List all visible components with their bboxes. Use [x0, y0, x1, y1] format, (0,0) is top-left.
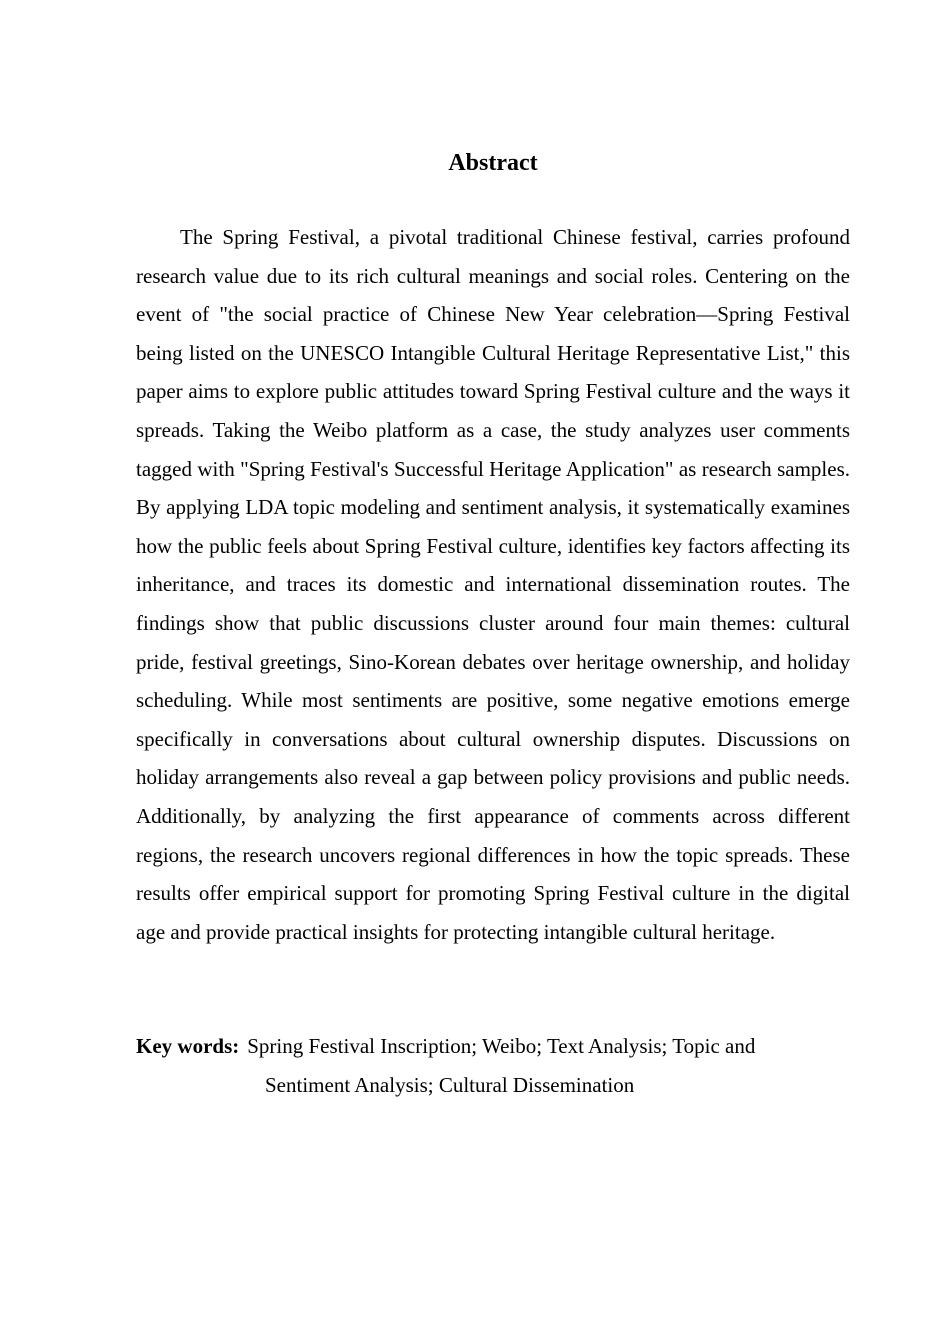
keywords-label: Key words:: [136, 1034, 240, 1058]
keywords-text-line-1: Spring Festival Inscription; Weibo; Text Analysis; Topic and: [247, 1034, 756, 1058]
abstract-body: The Spring Festival, a pivotal traditional Chinese festival, carries profound research value due to its rich cultural meanings and social roles. Centering on the event of "the social practice of Chinese New Year celebration—Spring Festival being listed on the UNESCO Intangible Cultural Heritage Representative List," this paper aims to explore public attitudes toward Spring Festival culture and the ways it spreads. Taking the Weibo platform as a case, the study analyzes user comments tagged with "Spring Festival's Successful Heritage Application" as research samples. By applying LDA topic modeling and sentiment analysis, it systematically examines how the public feels about Spring Festival culture, identifies key factors affecting its inheritance, and traces its domestic and international dissemination routes. The findings show that public discussions cluster around four main themes: cultural pride, festival greetings, Sino-Korean debates over heritage ownership, and holiday scheduling. While most sentiments are positive, some negative emotions emerge specifically in conversations about cultural ownership disputes. Discussions on holiday arrangements also reveal a gap between policy provisions and public needs. Additionally, by analyzing the first appearance of comments across different regions, the research uncovers regional differences in how the topic spreads. These results offer empirical support for promoting Spring Festival culture in the digital age and provide practical insights for protecting intangible cultural heritage.: [136, 225, 850, 944]
keywords-section: [136, 1027, 850, 1104]
abstract-title: Abstract: [448, 150, 538, 176]
keywords-text-line-2: Sentiment Analysis; Cultural Dissemination: [265, 1072, 635, 1097]
keywords-line-1: [136, 1027, 850, 1066]
